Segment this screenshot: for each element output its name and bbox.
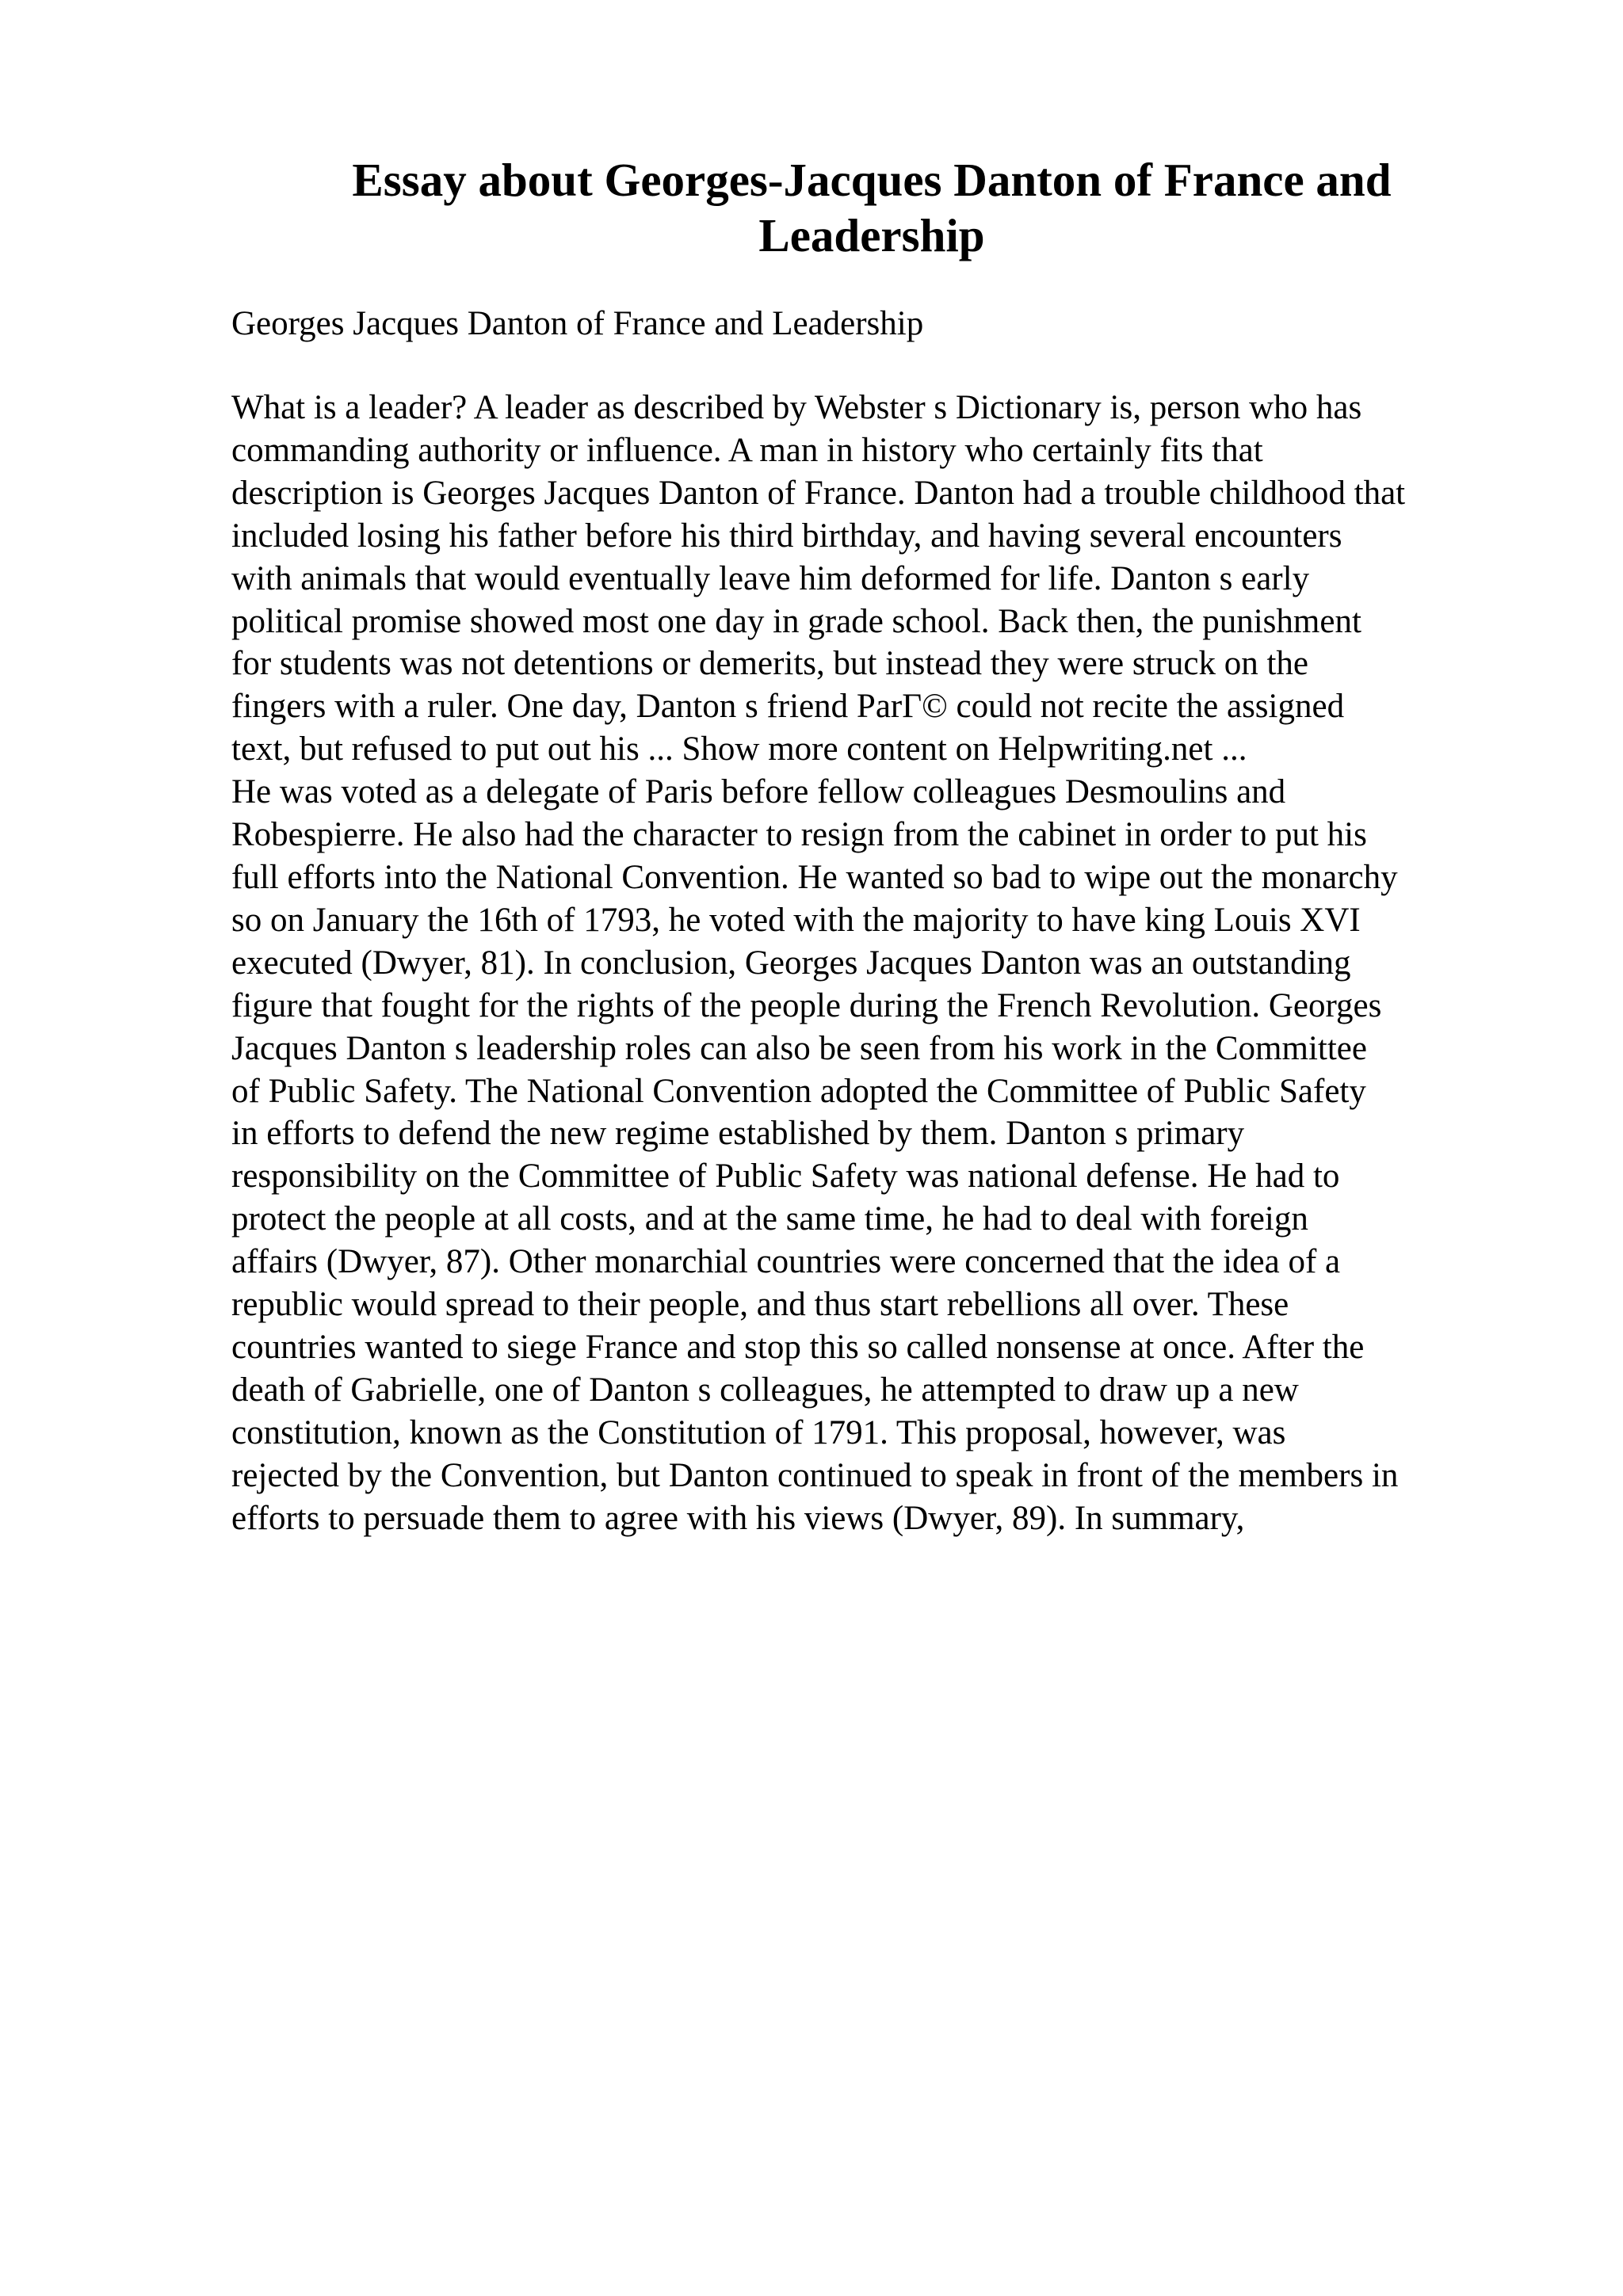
body-line: executed (Dwyer, 81). In conclusion, Georges Jacques Danton was an outstanding: [231, 944, 1351, 982]
body-line: of Public Safety. The National Convention adopted the Committee of Public Safety: [231, 1072, 1366, 1110]
body-line: What is a leader? A leader as described by Webster s Dictionary is, person who has: [231, 389, 1362, 426]
body-line: responsibility on the Committee of Public Safety was national defense. He had to: [231, 1158, 1340, 1196]
essay-body: [231, 387, 1405, 1539]
body-line: for students was not detentions or demerits, but instead they were struck on the: [231, 645, 1308, 683]
body-line: Robespierre. He also had the character to resign from the cabinet in order to put his: [231, 816, 1367, 854]
document-subtitle: Georges Jacques Danton of France and Leadership: [231, 305, 924, 342]
body-line: commanding authority or influence. A man in history who certainly fits that: [231, 431, 1263, 469]
body-line: constitution, known as the Constitution of 1791. This proposal, however, was: [231, 1413, 1286, 1451]
body-line: figure that fought for the rights of the people during the French Revolution. Georges: [231, 986, 1382, 1024]
title-line: Essay about Georges-Jacques Danton of France and: [352, 154, 1392, 206]
body-line: description is Georges Jacques Danton of France. Danton had a trouble childhood that: [231, 474, 1406, 512]
body-line: in efforts to defend the new regime established by them. Danton s primary: [231, 1115, 1245, 1153]
body-line: rejected by the Convention, but Danton continued to speak in front of the members in: [231, 1456, 1399, 1494]
body-line: with animals that would eventually leave him deformed for life. Danton s early: [231, 559, 1310, 597]
body-line: fingers with a ruler. One day, Danton s friend ParГ© could not recite the assigned: [231, 688, 1345, 726]
body-line: so on January the 16th of 1793, he voted with the majority to have king Louis XVI: [231, 901, 1361, 939]
body-line: Jacques Danton s leadership roles can also be seen from his work in the Committee: [231, 1029, 1367, 1067]
body-line: He was voted as a delegate of Paris before fellow colleagues Desmoulins and: [231, 773, 1286, 811]
body-line: countries wanted to siege France and stop this so called nonsense at once. After the: [231, 1328, 1365, 1366]
body-line: text, but refused to put out his ... Show more content on Helpwriting.net ...: [231, 730, 1247, 769]
body-line: full efforts into the National Convention. He wanted so bad to wipe out the monarchy: [231, 858, 1398, 896]
body-line: death of Gabrielle, one of Danton s colleagues, he attempted to draw up a new: [231, 1371, 1299, 1409]
body-line: included losing his father before his third birthday, and having several encounters: [231, 517, 1342, 555]
body-line: republic would spread to their people, and thus start rebellions all over. These: [231, 1286, 1289, 1324]
document-title: [206, 152, 1537, 263]
title-line: Leadership: [758, 209, 985, 261]
body-line: political promise showed most one day in grade school. Back then, the punishment: [231, 602, 1361, 640]
body-line: protect the people at all costs, and at the same time, he had to deal with foreign: [231, 1200, 1308, 1238]
body-line: affairs (Dwyer, 87). Other monarchial countries were concerned that the idea of a: [231, 1243, 1341, 1281]
body-line: efforts to persuade them to agree with his views (Dwyer, 89). In summary,: [231, 1499, 1245, 1537]
